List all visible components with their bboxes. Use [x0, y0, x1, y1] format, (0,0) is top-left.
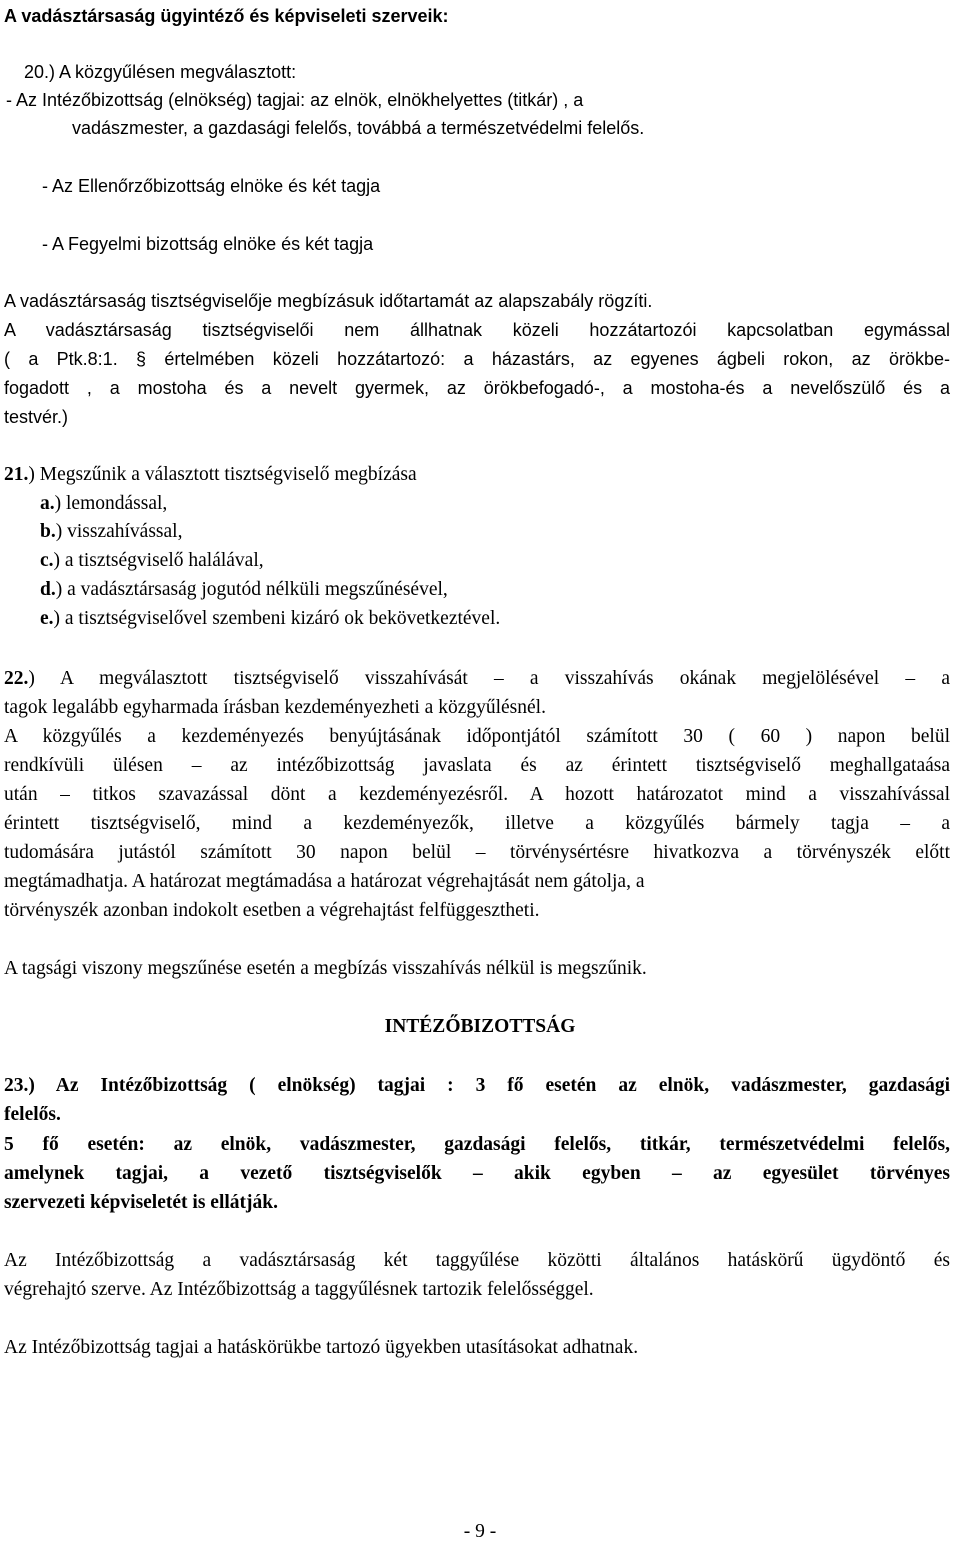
section-21-item-a	[40, 492, 167, 516]
section-22-line-9: törvényszék azonban indokolt esetben a végrehajtást felfüggesztheti.	[4, 900, 540, 921]
page-header-title: A vadásztársaság ügyintéző és képviseleti szerveik:	[4, 6, 449, 26]
section-22-line-8: megtámadhatja. A határozat megtámadása a határozat végrehajtását nem gátolja, a	[4, 871, 645, 892]
section-20-heading: 20.) A közgyűlésen megválasztott:	[24, 62, 297, 82]
section-21-heading	[4, 463, 417, 487]
section-23-line-3: 5 fő esetén: az elnök, vadászmester, gazdasági felelős, titkár, természetvédelmi felelős,	[4, 1134, 950, 1155]
section-23-line-1: 23.) Az Intézőbizottság ( elnökség) tagjai : 3 fő esetén az elnök, vadászmester, gazdasági	[4, 1075, 950, 1096]
section-21-heading-text: ) Megszűnik a választott tisztségviselő megbízása	[28, 464, 417, 485]
section-21-item-c	[40, 549, 264, 573]
list-item-letter: d.	[40, 579, 56, 600]
section-23-paragraph-2-line-1: Az Intézőbizottság a vadásztársaság két taggyűlése közötti általános hatáskörű ügydöntő és	[4, 1250, 950, 1271]
page-number: - 9 -	[463, 1521, 497, 1542]
list-item-letter: c.	[40, 550, 54, 571]
section-21-number: 21.	[4, 464, 29, 485]
list-item-text: ) a vadásztársaság jogutód nélküli megszűnésével,	[55, 579, 448, 600]
section-22-line-1-text: ) A megválasztott tisztségviselő visszahívását – a visszahívás okának megjelölésével – a	[28, 668, 950, 689]
section-20-paragraph-2-line-3: fogadott , a mostoha és a nevelt gyermek, az örökbefogadó-, a mostoha-és a nevelőszülő és a	[4, 378, 950, 398]
section-21-item-e	[40, 607, 500, 631]
list-item-letter: e.	[40, 608, 54, 629]
list-item-text: ) a tisztségviselővel szembeni kizáró ok bekövetkeztével.	[53, 608, 501, 629]
list-item-text: ) lemondással,	[54, 493, 168, 514]
section-20-item-1-line-2: vadászmester, a gazdasági felelős, továbbá a természetvédelmi felelős.	[72, 118, 645, 138]
section-title: INTÉZŐBIZOTTSÁG	[384, 1016, 576, 1037]
section-22-line-3: A közgyűlés a kezdeményezés benyújtásának időpontjától számított 30 ( 60 ) napon belül	[4, 726, 950, 747]
section-20-item-3: - A Fegyelmi bizottság elnöke és két tagja	[42, 234, 374, 254]
list-item-letter: a.	[40, 493, 55, 514]
list-item-text: ) visszahívással,	[55, 521, 183, 542]
section-23-line-4: amelynek tagjai, a vezető tisztségviselők – akik egyben – az egyesület törvényes	[4, 1163, 950, 1184]
section-23-line-2: felelős.	[4, 1104, 61, 1125]
section-20-paragraph-2-line-1: A vadásztársaság tisztségviselői nem állhatnak közeli hozzátartozói kapcsolatban egymással	[4, 320, 950, 340]
section-22-line-10: A tagsági viszony megszűnése esetén a megbízás visszahívás nélkül is megszűnik.	[4, 958, 647, 979]
section-21-item-d	[40, 578, 448, 602]
list-item-letter: b.	[40, 521, 56, 542]
section-22-number: 22.	[4, 668, 29, 689]
section-22-line-4: rendkívüli ülésen – az intézőbizottság javaslata és az érintett tisztségviselő meghallgataása	[4, 755, 950, 776]
section-23-paragraph-3: Az Intézőbizottság tagjai a hatáskörükbe tartozó ügyekben utasításokat adhatnak.	[4, 1337, 639, 1358]
section-22-line-5: után – titkos szavazással dönt a kezdeményezésről. A hozott határozatot mind a visszahívással	[4, 784, 950, 805]
section-20-paragraph-2-line-4: testvér.)	[4, 407, 69, 427]
list-item-text: ) a tisztségviselő halálával,	[53, 550, 264, 571]
section-20-item-1-line-1: - Az Intézőbizottság (elnökség) tagjai: az elnök, elnökhelyettes (titkár) , a	[6, 90, 584, 110]
section-22-line-1	[4, 667, 950, 691]
section-22-line-6: érintett tisztségviselő, mind a kezdeményezők, illetve a közgyűlés bármely tagja – a	[4, 813, 950, 834]
section-22-line-2: tagok legalább egyharmada írásban kezdeményezheti a közgyűlésnél.	[4, 697, 546, 718]
section-20-paragraph-2-line-2: ( a Ptk.8:1. § értelmében közeli hozzátartozó: a házastárs, az egyenes ágbeli rokon, az örökbe-	[4, 349, 950, 369]
section-20-paragraph-1: A vadásztársaság tisztségviselője megbízásuk időtartamát az alapszabály rögzíti.	[4, 291, 653, 311]
section-20-item-2: - Az Ellenőrzőbizottság elnöke és két tagja	[42, 176, 381, 196]
section-23-line-5: szervezeti képviseletét is ellátják.	[4, 1192, 278, 1213]
section-23-paragraph-2-line-2: végrehajtó szerve. Az Intézőbizottság a taggyűlésnek tartozik felelősséggel.	[4, 1279, 594, 1300]
section-21-item-b	[40, 520, 182, 544]
section-22-line-7: tudomására jutástól számított 30 napon belül – törvénysértésre hivatkozva a törvényszék előtt	[4, 842, 950, 863]
